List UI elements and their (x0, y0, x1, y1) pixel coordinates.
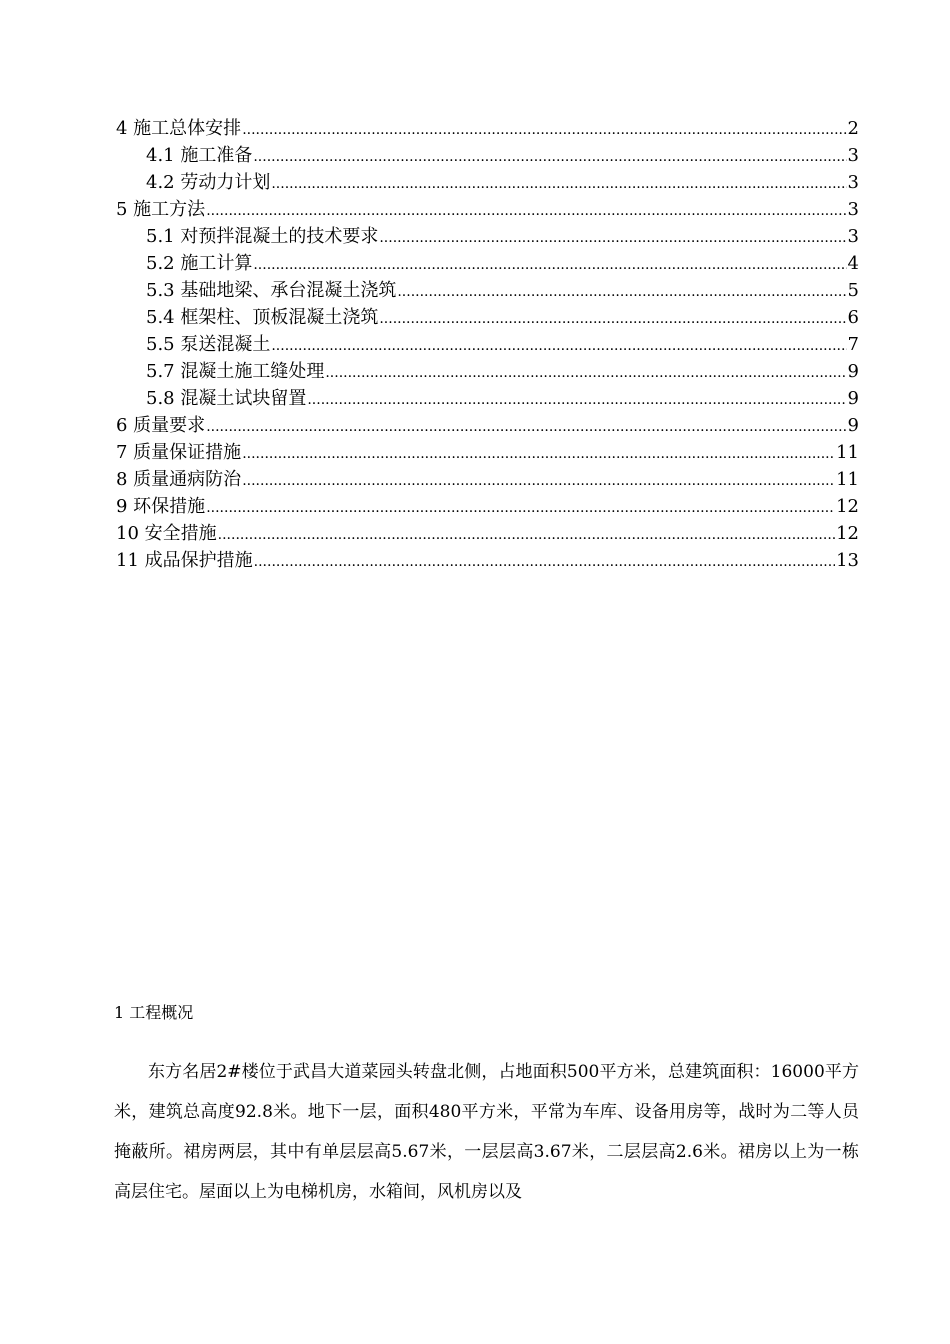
toc-entry-label: 5.4 框架柱、顶板混凝土浇筑 (146, 307, 379, 328)
toc-entry-page-number: 3 (847, 145, 859, 166)
toc-leader-dots (271, 333, 846, 360)
toc-entry-page-number: 2 (847, 118, 859, 139)
toc-entry-label: 8 质量通病防治 (116, 469, 242, 490)
toc-entry-label: 4 施工总体安排 (116, 118, 242, 139)
toc-leader-dots (253, 252, 846, 279)
toc-entry-page-number: 12 (836, 523, 859, 544)
toc-leader-dots (325, 360, 846, 387)
toc-entry-page-number: 6 (847, 307, 859, 328)
toc-leader-dots (242, 468, 835, 495)
toc-entry-page-number: 4 (847, 253, 859, 274)
toc-entry-page-number: 13 (836, 550, 859, 571)
toc-entry[interactable] (116, 331, 859, 358)
toc-entry-page-number: 3 (847, 172, 859, 193)
toc-entry[interactable] (116, 304, 859, 331)
toc-leader-dots (307, 387, 846, 414)
toc-entry[interactable] (116, 115, 859, 142)
toc-entry[interactable] (116, 169, 859, 196)
toc-leader-dots (206, 414, 846, 441)
toc-leader-dots (379, 225, 846, 252)
toc-entry-page-number: 9 (847, 361, 859, 382)
toc-entry-label: 4.1 施工准备 (146, 145, 253, 166)
toc-entry-label: 5 施工方法 (116, 199, 206, 220)
toc-leader-dots (253, 144, 846, 171)
toc-entry[interactable] (116, 412, 859, 439)
toc-entry[interactable] (116, 223, 859, 250)
toc-entry[interactable] (116, 547, 859, 574)
toc-entry[interactable] (116, 385, 859, 412)
toc-entry-page-number: 3 (847, 226, 859, 247)
toc-entry-page-number: 7 (847, 334, 859, 355)
body-paragraph: 东方名居2#楼位于武昌大道菜园头转盘北侧，占地面积500平方米，总建筑面积：16000平方米，建筑总高度92.8米。地下一层，面积480平方米，平常为车库、设备用房等，战时为二等人员掩蔽所。裙房两层，其中有单层层高5.67米，一层层高3.67米，二层层高2.6米。裙房以上为一栋高层住宅。屋面以上为电梯机房，水箱间，风机房以及 (114, 1062, 859, 1202)
toc-entry-label: 5.2 施工计算 (146, 253, 253, 274)
toc-entry[interactable] (116, 520, 859, 547)
toc-entry[interactable] (116, 142, 859, 169)
toc-leader-dots (206, 198, 846, 225)
toc-leader-dots (271, 171, 846, 198)
toc-entry-page-number: 11 (836, 469, 859, 490)
toc-entry[interactable] (116, 466, 859, 493)
toc-entry-page-number: 12 (836, 496, 859, 517)
toc-leader-dots (206, 495, 835, 522)
toc-entry[interactable] (116, 358, 859, 385)
toc-leader-dots (379, 306, 846, 333)
toc-entry[interactable] (116, 277, 859, 304)
toc-entry-page-number: 11 (836, 442, 859, 463)
toc-entry-page-number: 3 (847, 199, 859, 220)
toc-entry-label: 11 成品保护措施 (116, 550, 253, 571)
toc-leader-dots (218, 522, 835, 549)
toc-entry[interactable] (116, 250, 859, 277)
toc-entry-label: 10 安全措施 (116, 523, 217, 544)
toc-leader-dots (397, 279, 846, 306)
toc-entry-label: 5.7 混凝土施工缝处理 (146, 361, 325, 382)
toc-entry-page-number: 5 (847, 280, 859, 301)
toc-entry-label: 6 质量要求 (116, 415, 206, 436)
toc-entry-label: 7 质量保证措施 (116, 442, 242, 463)
toc-entry[interactable] (116, 493, 859, 520)
toc-entry[interactable] (116, 196, 859, 223)
toc-entry-label: 5.8 混凝土试块留置 (146, 388, 307, 409)
toc-entry[interactable] (116, 439, 859, 466)
toc-entry-label: 5.3 基础地梁、承台混凝土浇筑 (146, 280, 397, 301)
toc-entry-page-number: 9 (847, 388, 859, 409)
toc-entry-label: 5.1 对预拌混凝土的技术要求 (146, 226, 379, 247)
section-heading: 1 工程概况 (114, 1003, 194, 1022)
toc-leader-dots (242, 117, 846, 144)
toc-entry-label: 5.5 泵送混凝土 (146, 334, 271, 355)
toc-entry-label: 4.2 劳动力计划 (146, 172, 271, 193)
toc-entry-page-number: 9 (847, 415, 859, 436)
table-of-contents (116, 115, 859, 574)
toc-leader-dots (254, 549, 835, 576)
toc-entry-label: 9 环保措施 (116, 496, 206, 517)
toc-leader-dots (242, 441, 835, 468)
